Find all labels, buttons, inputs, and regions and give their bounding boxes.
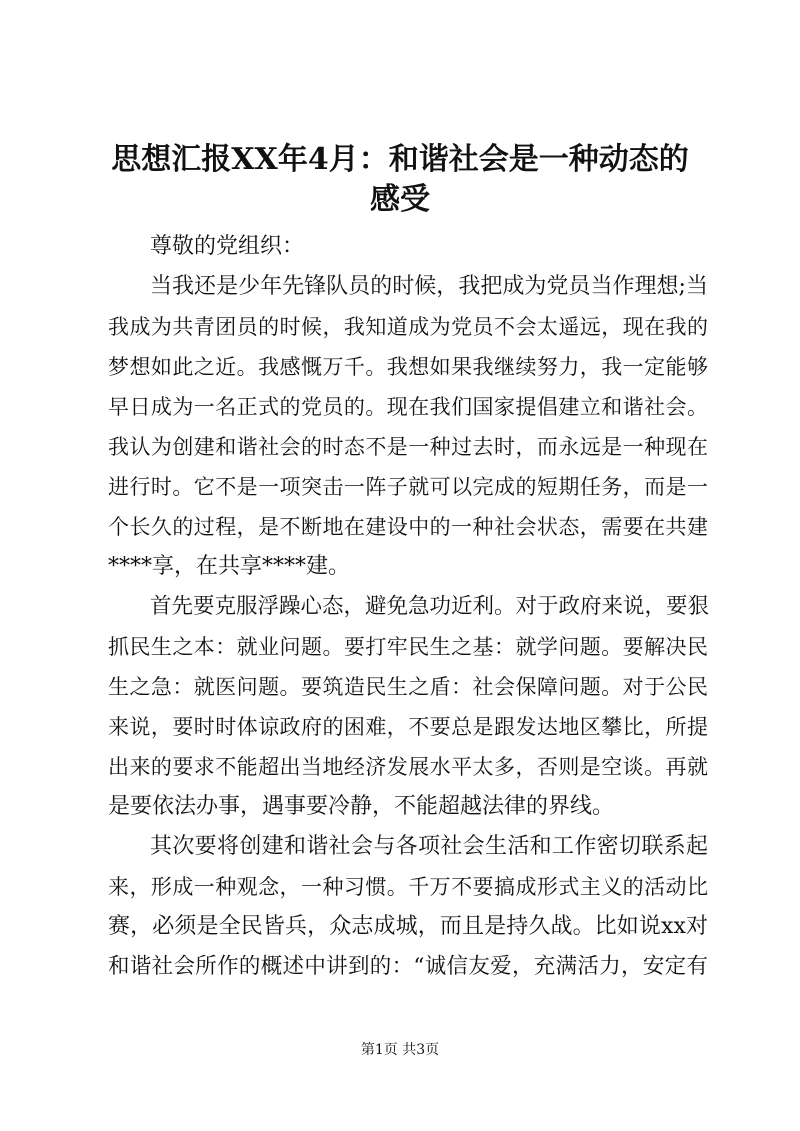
body-line: 和谐社会所作的概述中讲到的：“诚信友爱，充满活力，安定有 — [108, 954, 708, 979]
body-line: ****享，在共享****建。 — [108, 554, 351, 579]
page-number-footer: 第1页 共3页 — [360, 1042, 440, 1058]
body-line: 来说，要时时体谅政府的困难，不要总是跟发达地区攀比，所提 — [108, 715, 708, 739]
body-line: 生之急：就医问题。要筑造民生之盾：社会保障问题。对于公民 — [108, 675, 708, 699]
document-title-line-1: 思想汇报XX年4月：和谐社会是一种动态的 — [111, 142, 689, 177]
body-line: 来，形成一种观念，一种习惯。千万不要搞成形式主义的活动比 — [108, 875, 708, 899]
document-title-line-2: 感受 — [370, 182, 430, 217]
body-line: 赛，必须是全民皆兵，众志成城，而且是持久战。比如说xx对 — [108, 914, 708, 939]
body-line: 个长久的过程，是不断地在建设中的一种社会状态，需要在共建 — [108, 515, 708, 539]
body-line: 抓民生之本：就业问题。要打牢民生之基：就学问题。要解决民 — [108, 635, 708, 659]
body-line: 当我还是少年先锋队员的时候，我把成为党员当作理想;当 — [150, 274, 708, 299]
body-line: 我认为创建和谐社会的时态不是一种过去时，而永远是一种现在 — [108, 435, 708, 459]
body-line: 进行时。它不是一项突击一阵子就可以完成的短期任务，而是一 — [108, 475, 708, 499]
body-line: 其次要将创建和谐社会与各项社会生活和工作密切联系起 — [150, 834, 708, 859]
body-line: 出来的要求不能超出当地经济发展水平太多，否则是空谈。再就 — [108, 755, 708, 779]
body-line: 我成为共青团员的时候，我知道成为党员不会太遥远，现在我的 — [108, 315, 708, 339]
body-line: 是要依法办事，遇事要冷静，不能超越法律的界线。 — [108, 794, 615, 819]
salutation: 尊敬的党组织： — [150, 234, 305, 259]
body-line: 梦想如此之近。我感慨万千。我想如果我继续努力，我一定能够 — [108, 355, 708, 379]
body-line: 早日成为一名正式的党员的。现在我们国家提倡建立和谐社会。 — [108, 395, 708, 419]
body-line: 首先要克服浮躁心态，避免急功近利。对于政府来说，要狠 — [150, 594, 710, 619]
